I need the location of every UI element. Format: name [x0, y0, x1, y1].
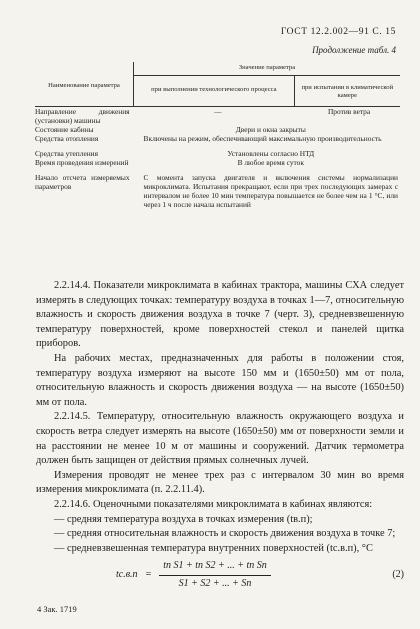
- formula-equals: =: [145, 569, 152, 581]
- page-header: ГОСТ 12.2.002—91 С. 15: [280, 27, 396, 37]
- table-continuation-label: Продолжение табл. 4: [312, 45, 396, 55]
- param-name: Средства утепления: [35, 149, 99, 159]
- table-row: [35, 125, 400, 134]
- param-value-chamber: Против ветра: [327, 107, 371, 117]
- col-header-parameter: Наименование параметра: [35, 62, 134, 107]
- param-name: Средства отопления: [35, 134, 99, 144]
- formula-numerator: tп S1 + tп S2 + ... + tп Sп: [159, 559, 271, 576]
- param-value: Включены на режим, обеспечивающий максимальную производительность: [143, 134, 382, 144]
- param-value: С момента запуска двигателя и включения системы нормализации микроклимата. Испытания прекращают, если при трех последующих замерах с интервалом не более 10 мин температура повышается не более чем на 1 °С, или через 1 ч после начала испытаний: [143, 173, 398, 210]
- param-name: Состояние кабины: [35, 125, 94, 135]
- col-header-chamber: при испытании в климатической камере: [294, 76, 400, 107]
- formula-fraction: [159, 559, 271, 591]
- param-value-process: —: [214, 107, 222, 117]
- param-value: Установлены согласно НТД: [227, 149, 315, 159]
- parameters-table: [35, 62, 400, 209]
- formula-denominator: S1 + S2 + ... + Sп: [178, 577, 252, 589]
- list-item: — средняя температура воздуха в точках измерения (tв.п);: [54, 513, 313, 525]
- page-footer: 4 Зак. 1719: [37, 604, 77, 614]
- formula: [36, 559, 404, 591]
- param-value: Двери и окна закрыты: [235, 125, 306, 135]
- paragraph: 2.2.14.4. Показатели микроклимата в кабинах трактора, машины СХА следует измерять в следующих точках: температуру воздуха в точках 1—7, относительную влажность и скорость движения воздуха в точке 7 (черт. 3), средневзвешенную температуру поверхностей, кроме поверхностей стекол и панелей щитка приборов.: [36, 280, 404, 350]
- table-row: [35, 107, 400, 126]
- col-header-value: Значение параметра: [134, 62, 400, 76]
- param-value: В любое время суток: [237, 158, 304, 168]
- table-row: [35, 173, 400, 209]
- formula-number: (2): [392, 569, 404, 581]
- param-name: Время проведения измерений: [35, 158, 129, 168]
- list-item: — средняя относительная влажность и скорость движения воздуха в точке 7;: [54, 528, 396, 540]
- table-row: [35, 149, 400, 158]
- table-row: [35, 134, 400, 143]
- paragraph: 2.2.14.6. Оценочными показателями микроклимата в кабинах являются:: [54, 498, 373, 510]
- param-name: Начало отсчета измеряемых параметров: [35, 173, 130, 192]
- param-name: Направление движения (установки) машины: [35, 107, 130, 126]
- table-row: [35, 158, 400, 167]
- col-header-process: при выполнении технологического процесса: [134, 76, 295, 107]
- paragraph: Измерения проводят не менее трех раз с интервалом 30 мин во время измерения микроклимата (п. 2.2.11.4).: [36, 469, 404, 496]
- paragraph: На рабочих местах, предназначенных для работы в положении стоя, температуру воздуха измеряют на высоте 150 мм и (1650±50) мм от пола, относительную влажность и скорость движения воздуха — на высоте (1650±50) мм от пола.: [36, 352, 404, 408]
- body-text: [36, 279, 404, 591]
- paragraph: 2.2.14.5. Температуру, относительную влажность окружающего воздуха и скорость ветра следует измерять на высоте (1650±50) мм от поверхности земли и на расстоянии не менее 10 м от машины и сооружений. Датчик термометра должен быть защищен от действия прямых солнечных лучей.: [36, 411, 404, 467]
- formula-label: tс.в.п: [116, 569, 138, 581]
- list-item: — средневзвешенная температура внутренних поверхностей (tс.в.п), °С: [54, 542, 373, 554]
